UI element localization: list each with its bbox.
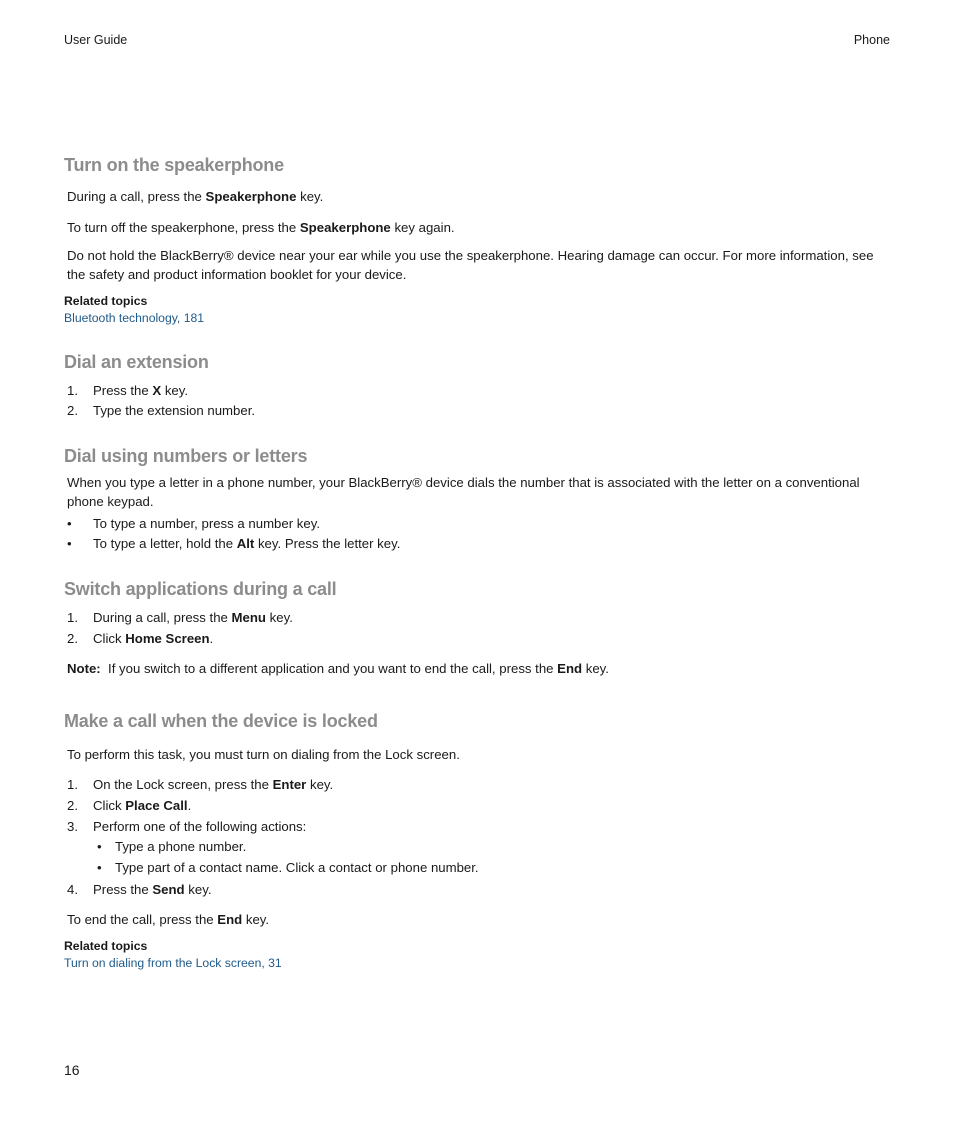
paragraph: When you type a letter in a phone number, your BlackBerry® device dials the number that is associated with the letter on a conventional phone keypad. xyxy=(67,475,860,509)
text: During a call, press the xyxy=(93,610,232,625)
step-number: 2. xyxy=(67,798,78,813)
list-item xyxy=(67,401,255,420)
running-header-right: Phone xyxy=(853,33,890,47)
step-number: 1. xyxy=(67,610,78,625)
list-item xyxy=(67,629,213,648)
page-number: 16 xyxy=(64,1062,80,1078)
bullet: • xyxy=(67,536,72,551)
section-title-locked: Make a call when the device is locked xyxy=(64,711,378,731)
related-link-lock-screen[interactable]: Turn on dialing from the Lock screen, 31 xyxy=(64,956,282,970)
text: Click xyxy=(93,631,126,646)
menu-item-name: Home Screen xyxy=(125,631,210,646)
section-title-speakerphone: Turn on the speakerphone xyxy=(64,155,284,175)
text: If you switch to a different application and you want to end the call, press the xyxy=(100,661,558,676)
text: . xyxy=(187,798,192,813)
text: On the Lock screen, press the xyxy=(93,777,273,792)
list-item xyxy=(67,880,212,899)
text: During a call, press the xyxy=(67,189,206,204)
text: Type part of a contact name. Click a contact or phone number. xyxy=(115,860,479,875)
text: key. xyxy=(265,610,293,625)
text: key again. xyxy=(390,220,455,235)
key-name: Send xyxy=(152,882,185,897)
running-header-left: User Guide xyxy=(64,33,128,47)
key-name: End xyxy=(217,912,243,927)
menu-item-name: Place Call xyxy=(125,798,188,813)
text: key. xyxy=(306,777,334,792)
text: key. Press the letter key. xyxy=(254,536,401,551)
key-name: Speakerphone xyxy=(299,220,391,235)
text: key. xyxy=(296,189,324,204)
warning-paragraph: Do not hold the BlackBerry® device near your ear while you use the speakerphone. Hearing damage can occur. For more information, see the safety and product information booklet for your device. xyxy=(67,248,874,282)
list-item xyxy=(67,775,333,794)
paragraph: To perform this task, you must turn on dialing from the Lock screen. xyxy=(67,747,460,762)
text: key. xyxy=(582,661,609,676)
text: key. xyxy=(161,383,189,398)
list-item xyxy=(67,381,188,400)
step-number: 1. xyxy=(67,383,78,398)
list-item xyxy=(67,514,320,533)
section-title-extension: Dial an extension xyxy=(64,352,209,372)
key-name: End xyxy=(557,661,583,676)
text: To type a number, press a number key. xyxy=(93,516,320,531)
text: To type a letter, hold the xyxy=(93,536,237,551)
sub-list-item xyxy=(97,858,479,877)
text: To end the call, press the xyxy=(67,912,218,927)
list-item xyxy=(67,796,191,815)
related-link-bluetooth[interactable]: Bluetooth technology, 181 xyxy=(64,311,205,325)
note-label: Note: xyxy=(67,661,101,676)
text: key. xyxy=(184,882,212,897)
key-name: Menu xyxy=(231,610,266,625)
list-item xyxy=(67,817,306,836)
section-title-letters: Dial using numbers or letters xyxy=(64,446,308,466)
step-number: 2. xyxy=(67,631,78,646)
text: Press the xyxy=(93,882,153,897)
text: key. xyxy=(242,912,270,927)
step-number: 2. xyxy=(67,403,78,418)
bullet: • xyxy=(67,516,72,531)
related-topics-label: Related topics xyxy=(64,939,148,953)
list-item xyxy=(67,608,293,627)
paragraph xyxy=(67,187,892,206)
text: To turn off the speakerphone, press the xyxy=(67,220,300,235)
key-name: Enter xyxy=(272,777,307,792)
step-number: 3. xyxy=(67,819,78,834)
text: Click xyxy=(93,798,126,813)
text: Press the xyxy=(93,383,153,398)
text: Perform one of the following actions: xyxy=(93,819,307,834)
bullet: • xyxy=(97,860,102,875)
step-number: 4. xyxy=(67,882,78,897)
key-name: Speakerphone xyxy=(205,189,297,204)
text: Type the extension number. xyxy=(93,403,256,418)
paragraph xyxy=(67,910,892,929)
step-number: 1. xyxy=(67,777,78,792)
text: Type a phone number. xyxy=(115,839,247,854)
bullet: • xyxy=(97,839,102,854)
key-name: Alt xyxy=(236,536,255,551)
key-name: X xyxy=(152,383,162,398)
list-item xyxy=(67,534,400,553)
related-topics-label: Related topics xyxy=(64,294,148,308)
text: . xyxy=(209,631,214,646)
section-title-switch-apps: Switch applications during a call xyxy=(64,579,337,599)
sub-list-item xyxy=(97,837,246,856)
note-paragraph xyxy=(67,659,892,678)
paragraph xyxy=(67,218,892,237)
